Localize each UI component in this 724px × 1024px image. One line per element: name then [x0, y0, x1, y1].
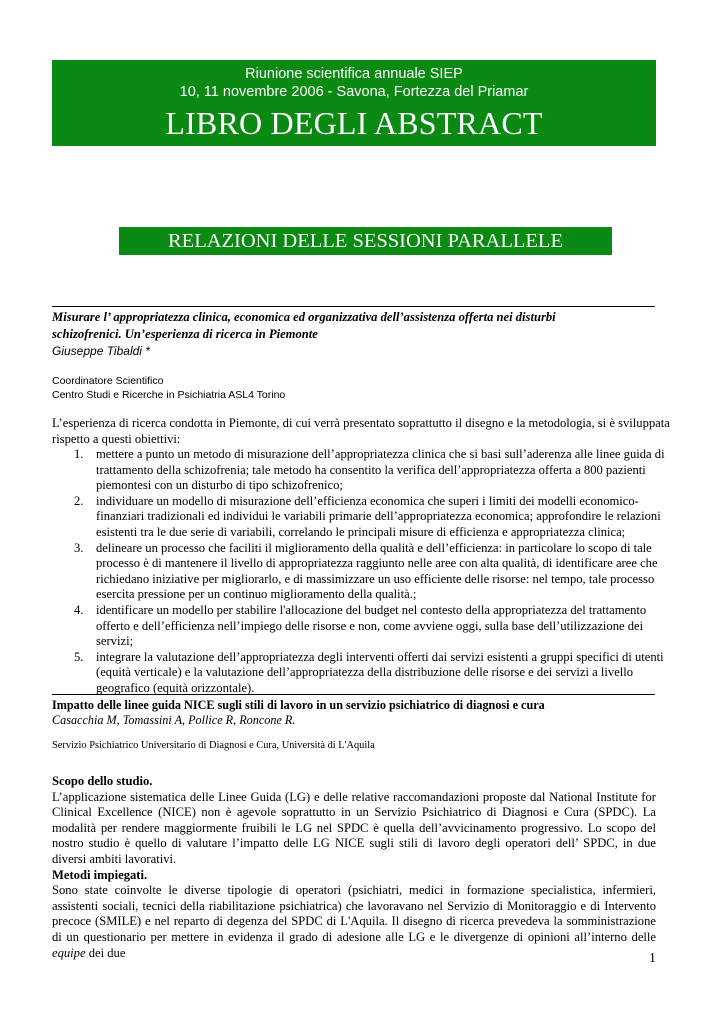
paragraph-text: Sono state coinvolte le diverse tipologie di operatori (psichiatri, medici in formazione specialistica, infermieri, assistenti sociali, tecnici della riabilitazione psichiatrica) che lavoravano nel Servizio di Monitoraggio e di Intervento precoce (SMILE) e nel reparto di degenza del SPDC di L'Aquila. Il disegno di ricerca prevedeva la somministrazione di un questionario per mettere in evidenza il grado di adesione alle LG e le divergenze di opinioni all’interno delle: [52, 883, 656, 944]
list-item-line: esistenti tra le due serie di variabili, correlando le principali misure di efficienza e appropriatezza clinica;: [96, 524, 626, 539]
section-title: RELAZIONI DELLE SESSIONI PARALLELE: [119, 227, 612, 255]
list-item-line: piemontesi con un disturbo di tipo schizofrenico;: [96, 478, 343, 493]
header-banner: [52, 60, 656, 146]
meeting-date-location: 10, 11 novembre 2006 - Savona, Fortezza del Priamar: [179, 84, 529, 100]
article1-intro-line: L’esperienza di ricerca condotta in Piemonte, di cui verrà presentato soprattutto il disegno e la metodologia, si è sviluppata: [52, 416, 670, 430]
document-title: LIBRO DEGLI ABSTRACT: [165, 105, 543, 141]
list-item-line: identificare un modello per stabilire l'allocazione del budget nel contesto della appropriatezza del trattamento: [96, 602, 647, 617]
article2-body: [52, 774, 656, 961]
list-item: [52, 541, 656, 603]
article1-title: [52, 309, 656, 343]
article2-authors: Casacchia M, Tomassini A, Pollice R, Roncone R.: [52, 713, 296, 727]
list-item-line: delineare un processo che faciliti il miglioramento della qualità e dell’efficienza: in particolare lo scopo di tale: [96, 540, 652, 555]
list-item-line: servizi;: [96, 634, 134, 649]
list-item-line: geografico (equità orizzontale).: [96, 680, 255, 695]
article1-intro: [52, 416, 670, 447]
list-item: [52, 447, 665, 494]
page-number: 1: [649, 951, 656, 966]
list-item: [52, 493, 661, 541]
paragraph: L’applicazione sistematica delle Linee Guida (LG) e delle relative raccomandazioni proposte dal National Institute for Clinical Excellence (NICE) non è agevole soprattutto in un Servizio Psichiatrico di Diagnosi e Cura (SPDC). La modalità per rendere maggiormente fruibili le LG nel SPDC è quella dell’avvicinamento progressivo. Lo scopo del nostro studio è quello di valutare l’impatto delle LG NICE sugli stili di lavoro degli operatori dell’ SPDC, in due diversi ambiti lavorativi.: [52, 789, 656, 866]
article1-title-line: Misurare l’ appropriatezza clinica, economica ed organizzativa dell’assistenza offerta nei disturbi: [52, 310, 556, 324]
list-item-number: 1.: [74, 447, 84, 461]
italic-term: equipe: [52, 945, 86, 960]
list-item-line: integrare la valutazione dell’appropriatezza degli interventi offerti dai servizi esistenti a gruppi specifici di utenti: [96, 649, 664, 664]
list-item-line: offerto e dell’efficienza nell’impiego delle risorse e non, come avviene oggi, sulla base dell’utilizzazione dei: [96, 618, 644, 633]
article1-authors: Giuseppe Tibaldi *: [52, 344, 150, 358]
list-item-line: mettere a punto un metodo di misurazione dell’appropriatezza clinica che si basi sull’aderenza alle linee guida di: [96, 447, 665, 461]
article1-affiliation-line: Centro Studi e Ricerche in Psichiatria ASL4 Torino: [52, 389, 286, 401]
list-item-number: 5.: [74, 649, 84, 664]
article1-intro-line: rispetto a questi obiettivi:: [52, 431, 181, 446]
list-item: [52, 649, 664, 697]
list-item-number: 4.: [74, 602, 84, 617]
paragraph-text: dei due: [85, 945, 126, 960]
section-heading: Metodi impiegati.: [52, 867, 148, 882]
list-item-number: 2.: [74, 493, 84, 508]
article1-affiliation-line: Coordinatore Scientifico: [52, 375, 164, 387]
list-item-line: individuare un modello di misurazione dell’efficienza economica che superi i limiti dei modelli economico-: [96, 493, 639, 508]
paragraph: [52, 883, 656, 961]
list-item-line: esercita pressione per un continuo miglioramento della qualità.;: [96, 587, 417, 602]
article-divider: [52, 306, 655, 307]
section-heading: Scopo dello studio.: [52, 774, 153, 788]
list-item-line: processo è di mantenere il livello di appropriatezza raggiunto nelle aree con alta qualità, di identificare aree che: [96, 556, 658, 571]
list-item-line: richiedano iniziative per migliorarlo, e di massimizzare un uso efficiente delle risorse: nel tempo, tale processo: [96, 571, 655, 586]
article2-affiliation: Servizio Psichiatrico Universitario di Diagnosi e Cura, Università di L'Aquila: [52, 740, 375, 751]
meeting-name: Riunione scientifica annuale SIEP: [245, 66, 463, 82]
objectives-list: [52, 447, 665, 697]
article1-affiliation: [52, 374, 656, 402]
article1-title-line: schizofrenici. Un’esperienza di ricerca in Piemonte: [52, 327, 318, 341]
list-item-line: finanziari tradizionali ed individui le variabili primarie dell’appropriatezza economica; approfondire le relazioni: [96, 509, 661, 524]
list-item: [52, 603, 656, 650]
article-divider: [52, 694, 655, 695]
article2-title: Impatto delle linee guida NICE sugli stili di lavoro in un servizio psichiatrico di diagnosi e cura: [52, 698, 545, 712]
list-item-line: trattamento della schizofrenia; tale metodo ha consentito la verifica dell’appropriatezza offerta a 800 pazienti: [96, 462, 646, 477]
list-item-number: 3.: [74, 540, 84, 555]
list-item-line: (equità verticale) e la valutazione dell’appropriatezza della distribuzione delle risorse e dei servizi a livello: [96, 665, 634, 680]
